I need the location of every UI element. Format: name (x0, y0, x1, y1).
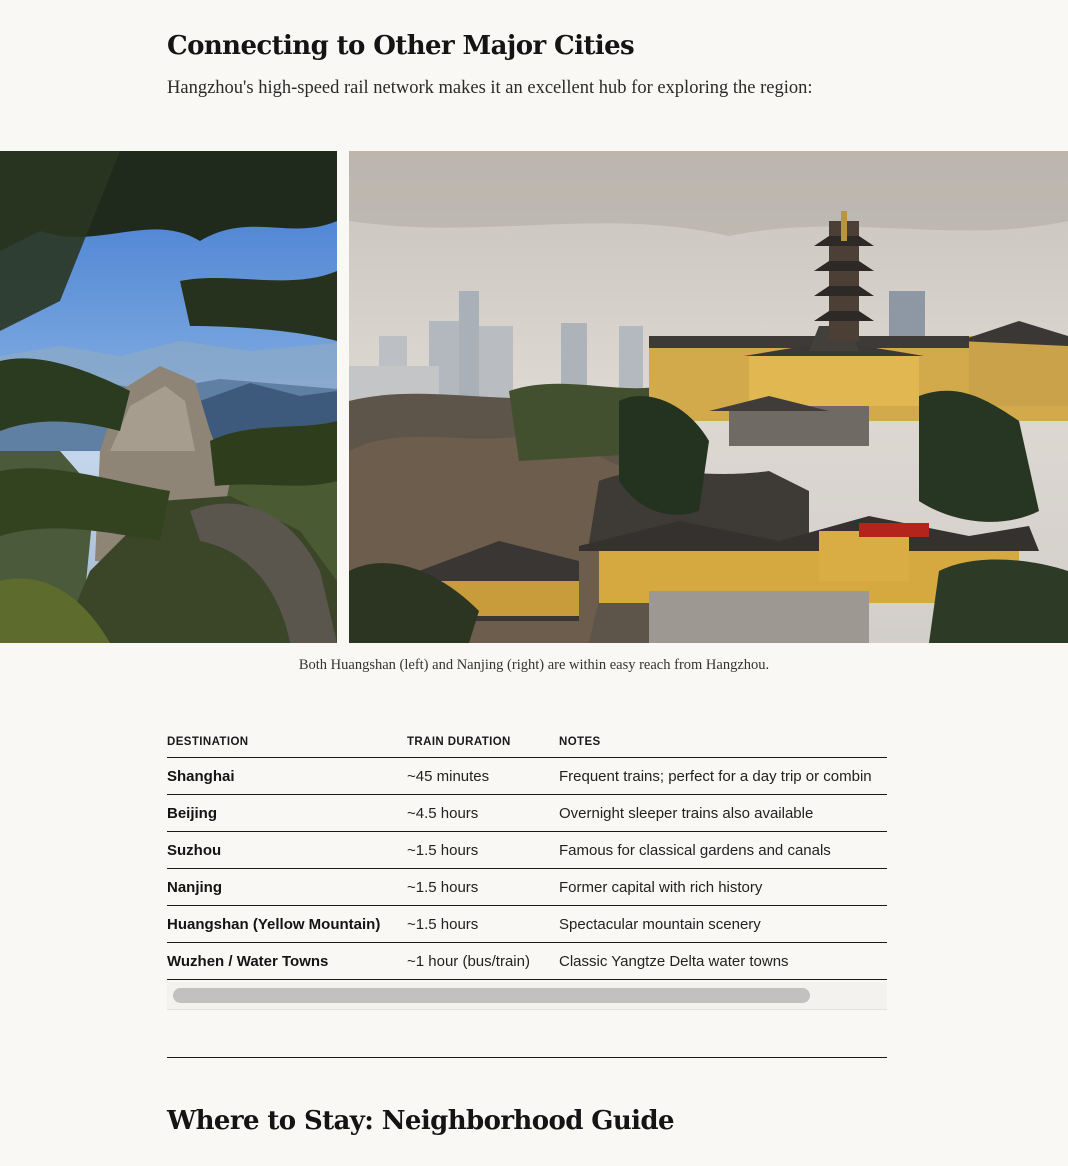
next-section-heading: Where to Stay: Neighborhood Guide (167, 1106, 674, 1136)
section-heading: Connecting to Other Major Cities (167, 31, 635, 61)
section-intro: Hangzhou's high-speed rail network makes it an excellent hub for exploring the region: (167, 78, 813, 98)
notes-cell: Frequent trains; perfect for a day trip or combin (559, 758, 887, 795)
image-caption: Both Huangshan (left) and Nanjing (right) are within easy reach from Hangzhou. (298, 657, 770, 673)
destination-cell: Beijing (167, 795, 407, 832)
table-row (167, 943, 887, 980)
rail-connections-table (167, 727, 887, 980)
duration-cell: ~1.5 hours (407, 906, 559, 943)
table-row (167, 906, 887, 943)
table-row (167, 869, 887, 906)
table-header-row (167, 727, 887, 758)
header-train-duration: TRAIN DURATION (407, 727, 559, 758)
header-destination: DESTINATION (167, 727, 407, 758)
notes-cell: Overnight sleeper trains also available (559, 795, 887, 832)
destination-cell: Nanjing (167, 869, 407, 906)
destination-cell: Huangshan (Yellow Mountain) (167, 906, 407, 943)
destination-cell: Shanghai (167, 758, 407, 795)
duration-cell: ~1.5 hours (407, 869, 559, 906)
notes-cell: Former capital with rich history (559, 869, 887, 906)
section-divider (167, 1057, 887, 1058)
table-row (167, 832, 887, 869)
notes-cell: Famous for classical gardens and canals (559, 832, 887, 869)
table-row (167, 795, 887, 832)
duration-cell: ~1 hour (bus/train) (407, 943, 559, 980)
duration-cell: ~4.5 hours (407, 795, 559, 832)
table-row (167, 758, 887, 795)
header-notes: NOTES (559, 727, 887, 758)
huangshan-photo (0, 151, 337, 643)
horizontal-scrollbar[interactable] (167, 982, 887, 1010)
duration-cell: ~45 minutes (407, 758, 559, 795)
notes-cell: Spectacular mountain scenery (559, 906, 887, 943)
rail-table-container (167, 727, 887, 1010)
scrollbar-thumb[interactable] (173, 988, 810, 1003)
notes-cell: Classic Yangtze Delta water towns (559, 943, 887, 980)
destination-cell: Wuzhen / Water Towns (167, 943, 407, 980)
nanjing-temple-photo (349, 151, 1068, 643)
duration-cell: ~1.5 hours (407, 832, 559, 869)
destination-cell: Suzhou (167, 832, 407, 869)
